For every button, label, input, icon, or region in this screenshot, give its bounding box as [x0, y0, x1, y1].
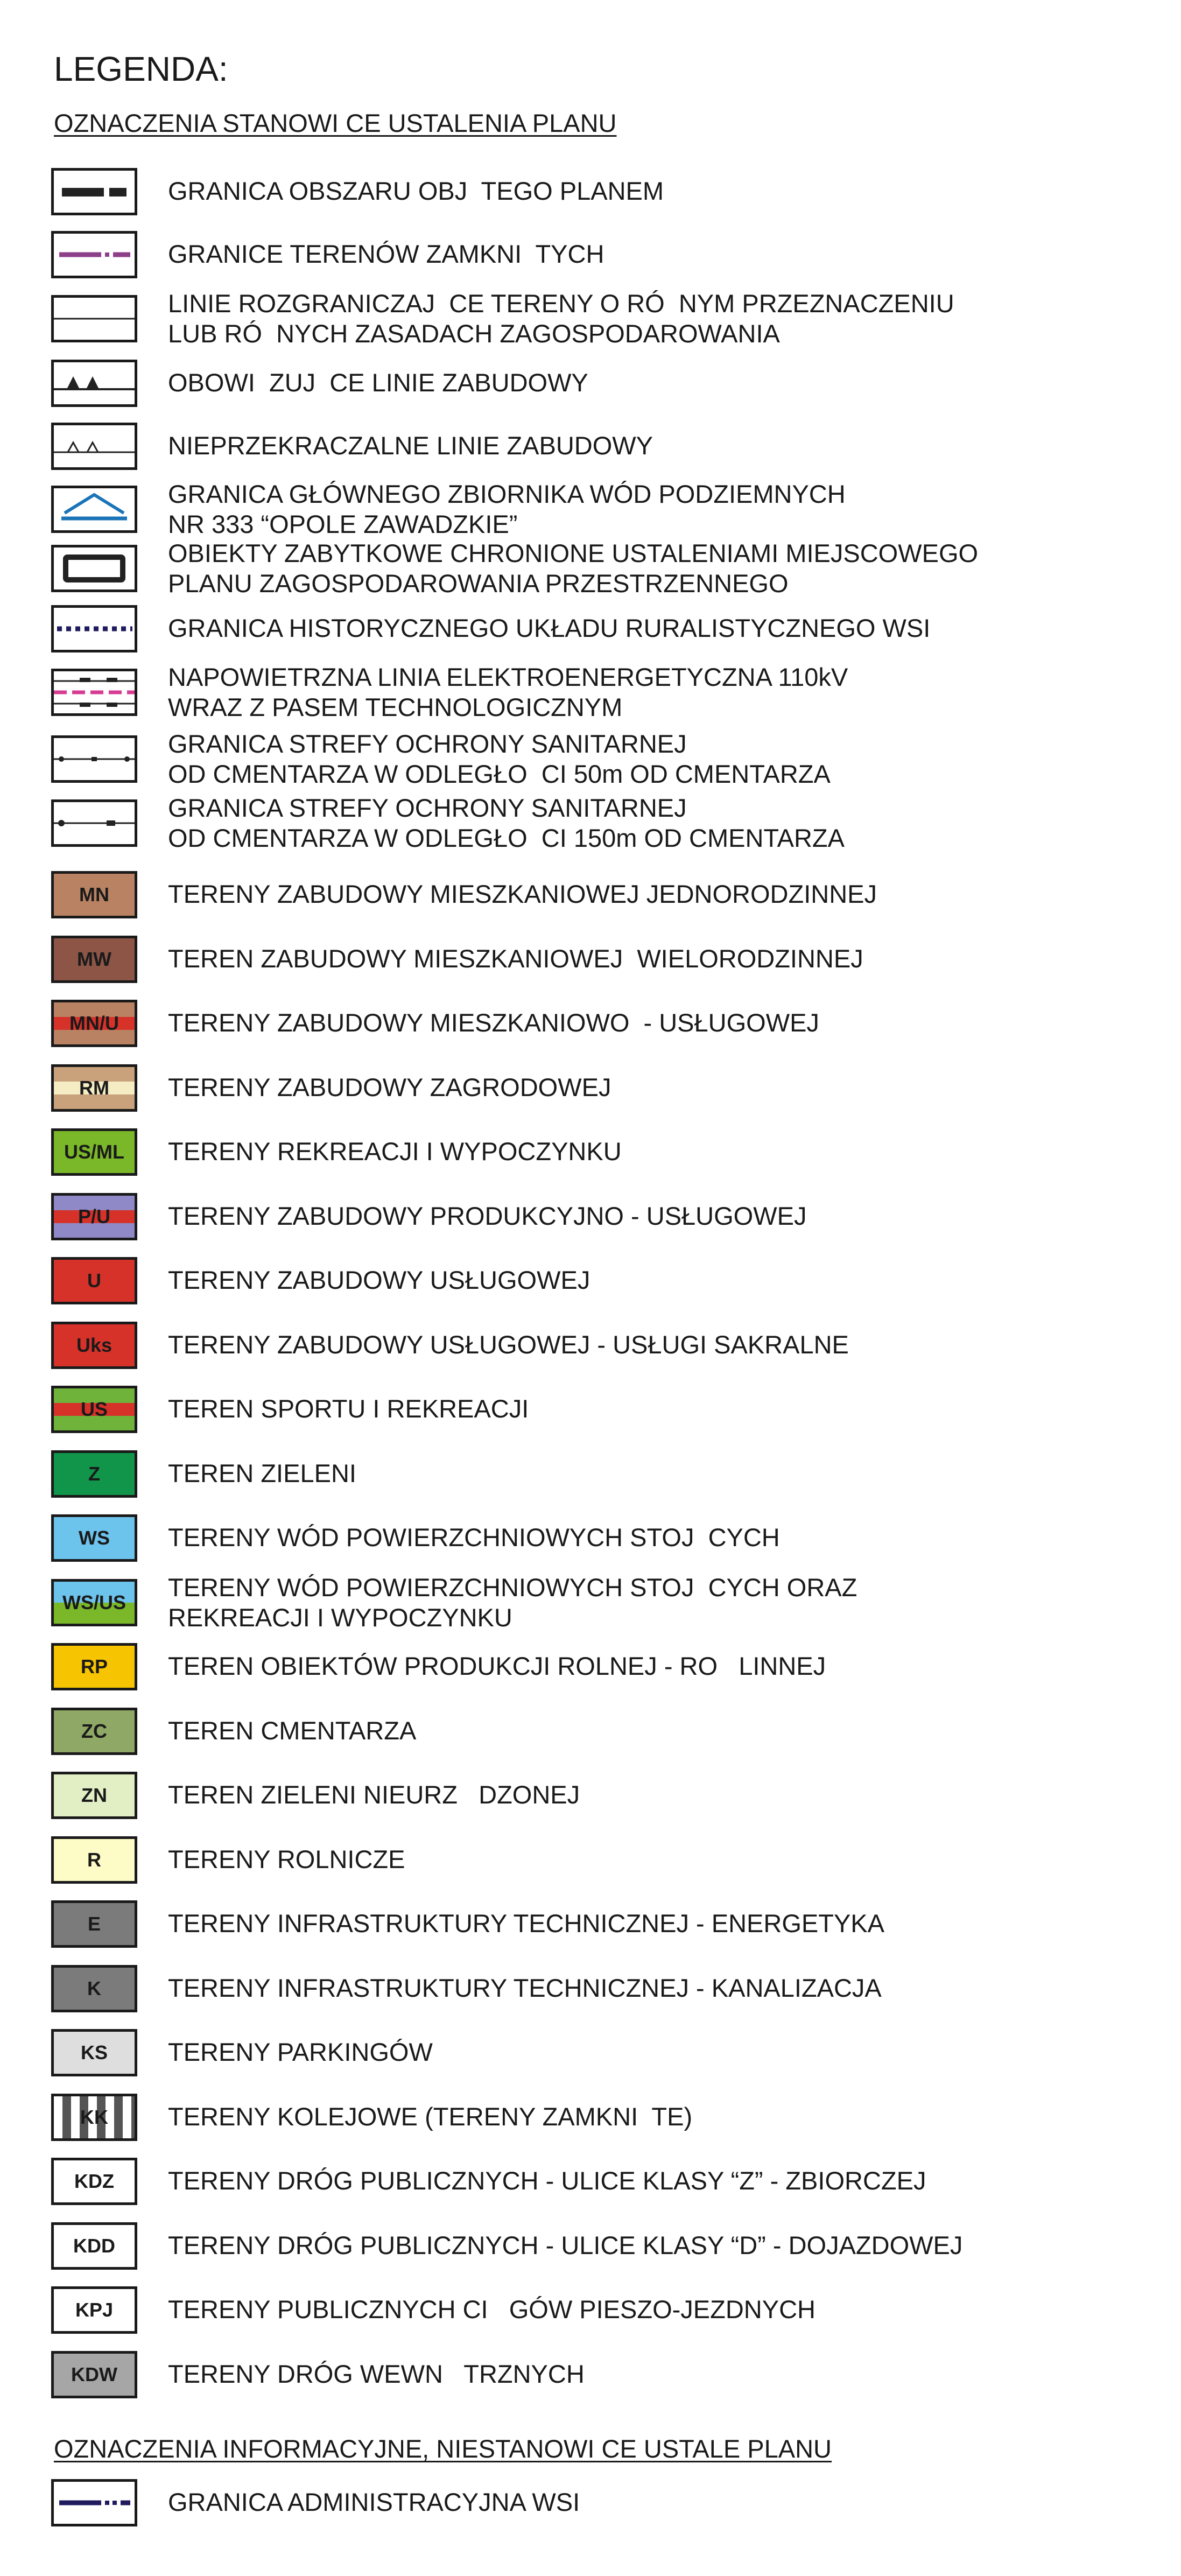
zone-row — [51, 1900, 1160, 1949]
zone-swatch — [51, 1450, 137, 1498]
zone-swatch — [51, 1257, 137, 1304]
zone-label: TERENY INFRASTRUKTURY TECHNICZNEJ - KANALIZACJA — [168, 1974, 882, 2002]
zone-row — [51, 1573, 1160, 1632]
zone-swatch — [51, 1772, 137, 1819]
zone-code: US — [80, 1398, 108, 1420]
closed-areas-boundary-icon — [51, 231, 137, 278]
legend-label: GRANICA STREFY OCHRONY SANITARNEJ OD CMENTARZA W ODLEGŁO CI 150m OD CMENTARZA — [168, 794, 845, 852]
zone-label: TERENY ZABUDOWY MIESZKANIOWEJ JEDNORODZINNEJ — [168, 880, 877, 908]
zone-code: Uks — [76, 1334, 113, 1356]
zone-swatch — [51, 1579, 137, 1626]
legend-row — [51, 729, 1160, 788]
zone-row — [51, 1514, 1160, 1563]
zone-code: KS — [80, 2041, 108, 2063]
legend-row — [51, 605, 1160, 654]
zone-row — [51, 1128, 1160, 1177]
zone-code: MN — [79, 883, 109, 906]
zone-code: ZN — [81, 1784, 107, 1806]
zone-code: KDW — [71, 2363, 117, 2385]
demarcation-lines-icon — [51, 295, 137, 342]
zone-code: U — [87, 1269, 101, 1291]
zone-code: WS/US — [62, 1591, 126, 1613]
section-heading-binding: OZNACZENIA STANOWI CE USTALENIA PLANU — [54, 109, 617, 137]
zone-label: TERENY DRÓG PUBLICZNYCH - ULICE KLASY “Z” - ZBIORCZEJ — [168, 2166, 926, 2195]
legend-row — [51, 231, 1160, 279]
legend-row — [51, 539, 1160, 598]
zone-code: K — [87, 1977, 101, 1999]
zone-row — [51, 1386, 1160, 1434]
zone-label: TERENY KOLEJOWE (TERENY ZAMKNI TE) — [168, 2102, 693, 2131]
zone-swatch — [51, 871, 137, 918]
zone-code: MW — [77, 948, 111, 970]
zone-swatch — [51, 2286, 137, 2334]
zone-label: TERENY REKREACJI I WYPOCZYNKU — [168, 1137, 622, 1166]
zone-row — [51, 1643, 1160, 1691]
protected-monument-icon — [51, 545, 137, 592]
zone-label: TERENY WÓD POWIERZCHNIOWYCH STOJ CYCH — [168, 1523, 780, 1552]
zone-row — [51, 1708, 1160, 1756]
zone-swatch — [51, 1514, 137, 1562]
legend-label: OBIEKTY ZABYTKOWE CHRONIONE USTALENIAMI MIEJSCOWEGO PLANU ZAGOSPODAROWANIA PRZESTRZENNEGO — [168, 539, 979, 598]
zone-swatch — [51, 2351, 137, 2398]
section-heading-info: OZNACZENIA INFORMACYJNE, NIESTANOWI CE USTALE PLANU — [54, 2434, 832, 2463]
power-line-110kv-icon — [51, 669, 137, 716]
zone-swatch — [51, 1836, 137, 1884]
zone-row — [51, 1257, 1160, 1305]
zone-code: RP — [80, 1655, 108, 1677]
zone-code: RM — [79, 1077, 109, 1099]
zone-label: TERENY PARKINGÓW — [168, 2038, 433, 2066]
legend-row — [51, 794, 1160, 852]
zone-row — [51, 2222, 1160, 2271]
zone-label: TERENY DRÓG PUBLICZNYCH - ULICE KLASY “D” - DOJAZDOWEJ — [168, 2231, 963, 2259]
zone-swatch — [51, 1322, 137, 1369]
zone-swatch — [51, 936, 137, 983]
zone-row — [51, 2029, 1160, 2077]
non-exceedable-building-line-icon — [51, 423, 137, 470]
zone-label: TEREN ZABUDOWY MIESZKANIOWEJ WIELORODZINNEJ — [168, 944, 863, 973]
zone-row — [51, 1064, 1160, 1113]
zone-row — [51, 1450, 1160, 1499]
legend-title: LEGENDA: — [54, 50, 228, 88]
zone-row — [51, 2094, 1160, 2142]
zone-code: R — [87, 1849, 101, 1871]
legend-label: GRANICA HISTORYCZNEGO UKŁADU RURALISTYCZNEGO WSI — [168, 614, 931, 642]
zone-code: ZC — [81, 1720, 107, 1742]
legend-label: GRANICA STREFY OCHRONY SANITARNEJ OD CMENTARZA W ODLEGŁO CI 50m OD CMENTARZA — [168, 729, 831, 788]
zone-swatch — [51, 2094, 137, 2141]
zone-swatch — [51, 2029, 137, 2076]
legend-row — [51, 168, 1160, 216]
legend-label: GRANICA OBSZARU OBJ TEGO PLANEM — [168, 177, 664, 205]
legend-label: OBOWI ZUJ CE LINIE ZABUDOWY — [168, 368, 588, 397]
zone-code: KPJ — [75, 2299, 114, 2321]
zone-row — [51, 2286, 1160, 2335]
zone-code: E — [87, 1913, 101, 1935]
sanitary-zone-50m-icon — [51, 735, 137, 783]
zone-code: P/U — [78, 1205, 110, 1227]
zone-label: TERENY DRÓG WEWN TRZNYCH — [168, 2360, 585, 2388]
zone-label: TERENY PUBLICZNYCH CI GÓW PIESZO-JEZDNYCH — [168, 2295, 816, 2324]
zone-swatch — [51, 1193, 137, 1240]
zone-swatch — [51, 1643, 137, 1690]
zone-label: TEREN SPORTU I REKREACJI — [168, 1394, 529, 1423]
zone-row — [51, 1965, 1160, 2013]
zone-swatch — [51, 1965, 137, 2012]
zone-swatch — [51, 1900, 137, 1948]
zone-label: TEREN ZIELENI NIEURZ DZONEJ — [168, 1780, 580, 1809]
legend-label: GRANICA ADMINISTRACYJNA WSI — [168, 2488, 580, 2516]
zone-row — [51, 1836, 1160, 1885]
zone-row — [51, 1772, 1160, 1820]
zone-swatch — [51, 2158, 137, 2205]
zone-label: TEREN CMENTARZA — [168, 1716, 417, 1745]
zone-label: TERENY ROLNICZE — [168, 1845, 405, 1873]
zone-swatch — [51, 2222, 137, 2270]
zone-row — [51, 2351, 1160, 2399]
zone-code: KK — [80, 2106, 108, 2128]
zone-row — [51, 1322, 1160, 1370]
zone-row — [51, 871, 1160, 920]
legend-row — [51, 663, 1160, 721]
legend-label: LINIE ROZGRANICZAJ CE TERENY O RÓ NYM PRZEZNACZENIU LUB RÓ NYCH ZASADACH ZAGOSPODAROWANIA — [168, 289, 954, 348]
zone-label: TERENY ZABUDOWY ZAGRODOWEJ — [168, 1073, 611, 1101]
zone-label: TEREN ZIELENI — [168, 1459, 356, 1487]
legend-label: NIEPRZEKRACZALNE LINIE ZABUDOWY — [168, 431, 653, 460]
zone-code: KDZ — [74, 2170, 114, 2192]
sanitary-zone-150m-icon — [51, 799, 137, 847]
zone-swatch — [51, 1386, 137, 1433]
zone-label: TEREN OBIEKTÓW PRODUKCJI ROLNEJ - RO LINNEJ — [168, 1652, 826, 1680]
legend-row — [51, 289, 1160, 348]
groundwater-reservoir-icon — [51, 486, 137, 533]
mandatory-building-line-icon — [51, 360, 137, 407]
zone-label: TERENY ZABUDOWY USŁUGOWEJ — [168, 1266, 590, 1294]
legend-label: NAPOWIETRZNA LINIA ELEKTROENERGETYCZNA 110kV WRAZ Z PASEM TECHNOLOGICZNYM — [168, 663, 848, 721]
zone-code: KDD — [73, 2235, 115, 2257]
zone-code: MN/U — [69, 1012, 119, 1034]
legend-row — [51, 360, 1160, 408]
zone-swatch — [51, 1064, 137, 1112]
zone-swatch — [51, 1000, 137, 1047]
zone-label: TERENY ZABUDOWY MIESZKANIOWO - USŁUGOWEJ — [168, 1008, 819, 1037]
zone-code: Z — [88, 1463, 100, 1485]
zone-label: TERENY INFRASTRUKTURY TECHNICZNEJ - ENERGETYKA — [168, 1909, 884, 1938]
zone-label: TERENY ZABUDOWY USŁUGOWEJ - USŁUGI SAKRALNE — [168, 1330, 849, 1359]
zone-label: TERENY ZABUDOWY PRODUKCYJNO - USŁUGOWEJ — [168, 1202, 807, 1230]
zone-row — [51, 1000, 1160, 1048]
zone-row — [51, 936, 1160, 984]
legend-row — [51, 480, 1160, 538]
zone-swatch — [51, 1128, 137, 1176]
legend-label: GRANICA GŁÓWNEGO ZBIORNIKA WÓD PODZIEMNYCH NR 333 “OPOLE ZAWADZKIE” — [168, 480, 846, 538]
historic-rural-layout-icon — [51, 605, 137, 652]
legend-row — [51, 423, 1160, 471]
zone-code: US/ML — [64, 1141, 124, 1163]
plan-boundary-icon — [51, 168, 137, 215]
administrative-boundary-icon — [51, 2479, 137, 2526]
zone-swatch — [51, 1708, 137, 1755]
zone-code: WS — [79, 1527, 110, 1549]
zone-label: TERENY WÓD POWIERZCHNIOWYCH STOJ CYCH ORAZ REKREACJI I WYPOCZYNKU — [168, 1573, 857, 1632]
zone-row — [51, 2158, 1160, 2206]
legend-label: GRANICE TERENÓW ZAMKNI TYCH — [168, 240, 604, 268]
legend-row — [51, 2479, 1160, 2528]
zone-row — [51, 1193, 1160, 1241]
